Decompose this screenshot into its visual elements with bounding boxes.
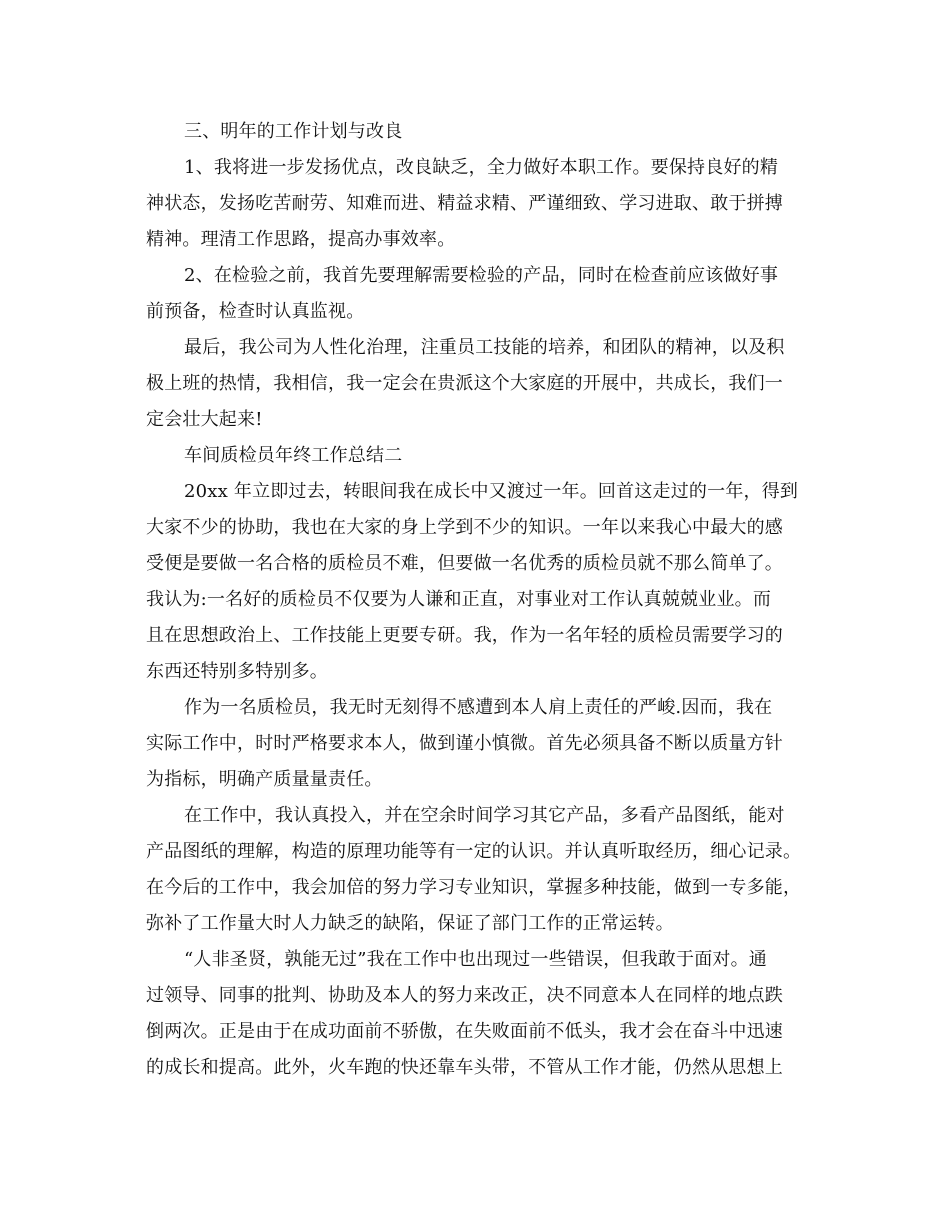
paragraph-line: 1、我将进一步发扬优点，改良缺乏，全力做好本职工作。要保持良好的精	[184, 157, 779, 178]
paragraph-line: 我认为:一名好的质检员不仅要为人谦和正直，对事业对工作认真兢兢业业。而	[146, 589, 772, 610]
paragraph-line: 东西还特别多特别多。	[146, 661, 328, 682]
paragraph-line: 受便是要做一名合格的质检员不难，但要做一名优秀的质检员就不那么简单了。	[146, 553, 783, 574]
paragraph-line: 倒两次。正是由于在成功面前不骄傲，在失败面前不低头，我才会在奋斗中迅速	[146, 1021, 783, 1042]
section-title: 车间质检员年终工作总结二	[184, 445, 403, 466]
paragraph-line: 为指标，明确产质量量责任。	[146, 769, 383, 790]
paragraph-line: 神状态，发扬吃苦耐劳、知难而进、精益求精、严谨细致、学习进取、敢于拼搏	[146, 193, 783, 214]
paragraph-line: 大家不少的协助，我也在大家的身上学到不少的知识。一年以来我心中最大的感	[146, 517, 783, 538]
paragraph-line: 极上班的热情，我相信，我一定会在贵派这个大家庭的开展中，共成长，我们一	[146, 373, 783, 394]
paragraph-line: 实际工作中，时时严格要求本人，做到谨小慎微。首先必须具备不断以质量方针	[146, 733, 783, 754]
paragraph-line: 过领导、同事的批判、协助及本人的努力来改正，决不同意本人在同样的地点跌	[146, 985, 783, 1006]
paragraph-line: 产品图纸的理解，构造的原理功能等有一定的认识。并认真听取经历，细心记录。	[146, 841, 802, 862]
paragraph-line: 精神。理清工作思路，提高办事效率。	[146, 229, 456, 250]
paragraph-line: 最后，我公司为人性化治理，注重员工技能的培养，和团队的精神，以及积	[184, 337, 785, 358]
paragraph-line: 在今后的工作中，我会加倍的努力学习专业知识，掌握多种技能，做到一专多能，	[146, 877, 802, 898]
paragraph-line: “人非圣贤，孰能无过”我在工作中也出现过一些错误，但我敢于面对。通	[184, 949, 768, 970]
paragraph-line: 在工作中，我认真投入，并在空余时间学习其它产品，多看产品图纸，能对	[184, 805, 785, 826]
paragraph-line: 前预备，检查时认真监视。	[146, 301, 365, 322]
paragraph-line: 2、在检验之前，我首先要理解需要检验的产品，同时在检查前应该做好事	[184, 265, 779, 286]
section-heading: 三、明年的工作计划与改良	[184, 121, 403, 142]
paragraph-line: 定会壮大起来!	[146, 409, 263, 430]
paragraph-line: 20xx 年立即过去，转眼间我在成长中又渡过一年。回首这走过的一年，得到	[184, 481, 799, 502]
paragraph-line: 弥补了工作量大时人力缺乏的缺陷，保证了部门工作的正常运转。	[146, 913, 674, 934]
paragraph-line: 作为一名质检员，我无时无刻得不感遭到本人肩上责任的严峻.因而，我在	[184, 697, 773, 718]
paragraph-line: 的成长和提高。此外，火车跑的快还靠车头带，不管从工作才能，仍然从思想上	[146, 1057, 783, 1078]
paragraph-line: 且在思想政治上、工作技能上更要专研。我，作为一名年轻的质检员需要学习的	[146, 625, 783, 646]
